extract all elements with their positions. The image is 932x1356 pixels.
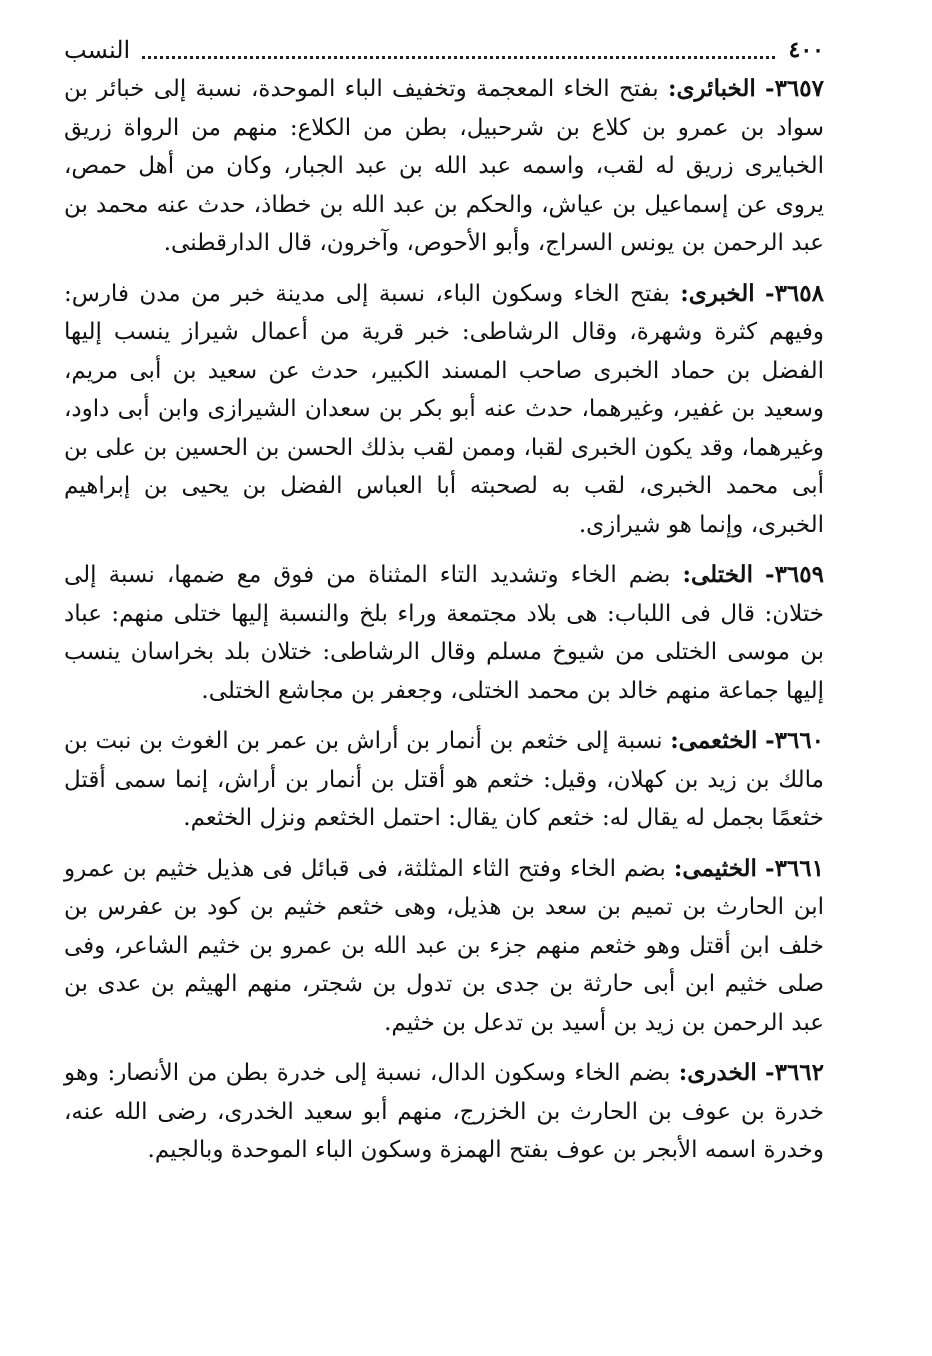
entry-number: ٣٦٥٩- — [765, 561, 824, 588]
entry-3657 — [64, 70, 824, 263]
entry-text: بضم الخاء وتشديد التاء المثناة من فوق مع ضمها، نسبة إلى ختلان: قال فى اللباب: هى بلاد مجتمعة وراء بلخ والنسبة إليها ختلى منهم: عباد بن موسى الختلى من شيوخ مسلم وقال الرشاطى: ختلان بلد بخراسان ينسب إليها جماعة منهم خالد بن محمد الختلى، وجعفر بن مجاشع الختلى. — [64, 562, 824, 704]
page-number: ٤٠٠ — [788, 37, 824, 63]
entry-3661 — [64, 850, 824, 1043]
entry-text: بفتح الخاء وسكون الباء، نسبة إلى مدينة خبر من مدن فارس: وفيهم كثرة وشهرة، وقال الرشاطى: خبر قرية من أعمال شيراز ينسب إليها الفضل بن حماد الخبرى صاحب المسند الكبير، حدث عن سعيد بن أبى مريم، وسعيد بن غفير، وغيرهما، حدث عنه أبو بكر بن سعدان الشيرازى وابن أبى داود، وغيرهما، وقد يكون الخبرى لقبا، وممن لقب بذلك الحسن بن الحسين بن على بن أبى محمد الخبرى، لقب به لصحبته أبا العباس الفضل بن يحيى بن إبراهيم الخبرى، وإنما هو شيرازى. — [64, 280, 824, 538]
entry-3658 — [64, 275, 824, 545]
entry-lemma: الخبرى: — [680, 279, 755, 307]
entry-number: ٣٦٦١- — [765, 854, 824, 882]
page-header — [64, 30, 824, 70]
running-title: النسب — [64, 36, 131, 64]
entry-number: ٣٦٥٨- — [765, 279, 824, 307]
entry-lemma: الخثيمى: — [673, 854, 757, 882]
entry-3659 — [64, 556, 824, 710]
entry-lemma: الخدرى: — [678, 1059, 757, 1086]
entry-lemma: الخثعمى: — [670, 727, 758, 754]
entry-text: نسبة إلى خثعم بن أنمار بن أراش بن عمر بن الغوث بن نبت بن مالك بن زيد بن كهلان، وقيل: خثعم هو أقتل بن أنمار بن أراش، إنما سمى أقتل خثعمًا بجمل له يقال له: خثعم كان يقال: احتمل الخثعم ونزل الخثعم. — [64, 728, 824, 831]
entry-text: بضم الخاء وفتح الثاء المثلثة، فى قبائل فى هذيل خثيم بن عمرو ابن الحارث بن تميم بن سعد بن هذيل، وهى خثعم خثيم بن كود بن عفرس بن خلف ابن أقتل وهو خثعم منهم جزء بن عبد الله بن عمرو بن خثيم الشاعر، وفى صلى خثيم ابن أبى حارثة بن جدى بن تدول بن شجتر، منهم الهيثم بن عدى بن عبد الرحمن بن زيد بن أسيد بن تدعل بن خثيم. — [64, 855, 824, 1036]
entry-number: ٣٦٦٠- — [765, 727, 825, 754]
entry-lemma: الختلى: — [682, 561, 753, 588]
entry-text: بفتح الخاء المعجمة وتخفيف الباء الموحدة، نسبة إلى خبائر بن سواد بن عمرو بن كلاع بن شرحبيل، بطن من الكلاع: منهم من الرواة زريق الخبايرى زريق له لقب، واسمه عبد الله بن عبد الجبار، وكان من أهل حمص، يروى عن إسماعيل بن عياش، والحكم بن عبد الله بن خطاذ، حدث عنه محمد بن عبد الرحمن بن يونس السراج، وأبو الأحوص، وآخرون، قال الدارقطنى. — [64, 76, 824, 256]
document-page — [64, 30, 824, 1182]
entry-number: ٣٦٥٧- — [765, 75, 824, 102]
entry-3662 — [64, 1054, 824, 1170]
entry-text: بضم الخاء وسكون الدال، نسبة إلى خدرة بطن من الأنصار: وهو خدرة بن عوف بن الحارث بن الخزرج، منهم أبو سعيد الخدرى، رضى الله عنه، وخدرة اسمه الأبجر بن عوف بفتح الهمزة وسكون الباء الموحدة وبالجيم. — [64, 1060, 824, 1163]
entry-number: ٣٦٦٢- — [765, 1059, 825, 1086]
header-dotted-leader — [142, 42, 774, 59]
entry-3660 — [64, 722, 824, 838]
entry-lemma: الخبائرى: — [667, 75, 756, 102]
